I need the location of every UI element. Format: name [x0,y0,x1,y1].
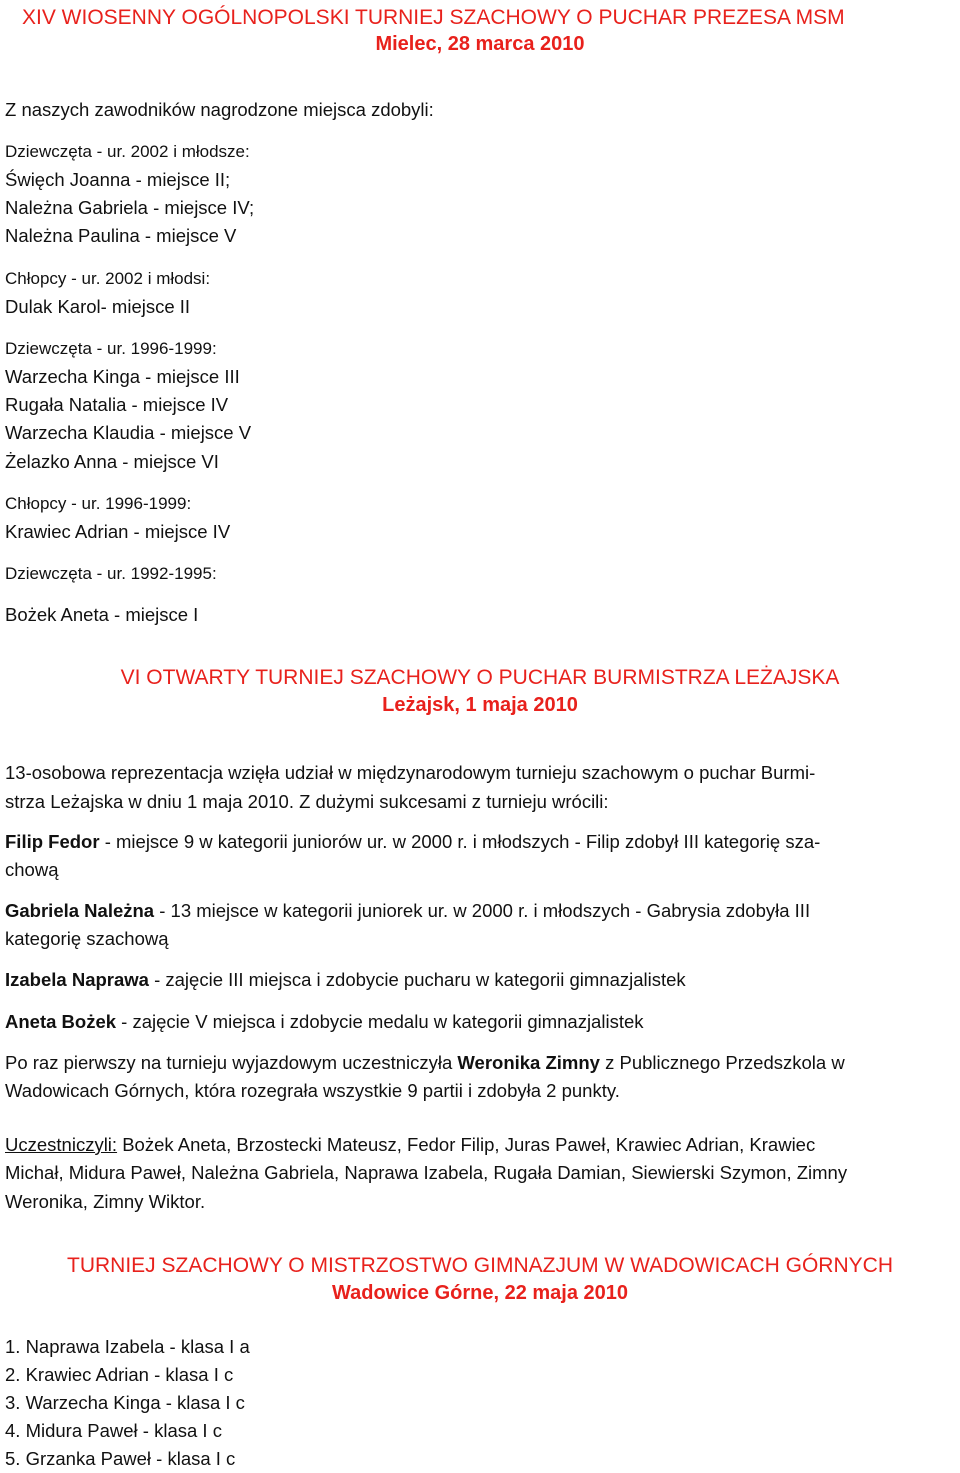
result-name: Aneta Bożek [5,1011,117,1032]
group-item: Bożek Aneta - miejsce I [5,604,199,625]
first-time-line1 [5,1049,845,1077]
result-name: Gabriela Należna [5,900,155,921]
section2-intro-line1: 13-osobowa reprezentacja wzięła udział w międzynarodowym turnieju szachowym o puchar Burmi- [5,762,816,783]
group-item: Krawiec Adrian - miejsce IV [5,521,231,542]
group-heading: Dziewczęta - ur. 2002 i młodsze: [5,142,250,161]
ranking-item: 2. Krawiec Adrian - klasa I c [5,1364,234,1385]
section2-intro-line2: strza Leżajska w dniu 1 maja 2010. Z dużymi sukcesami z turnieju wrócili: [5,791,609,812]
group-item: Święch Joanna - miejsce II; [5,169,231,190]
section1-title: XIV WIOSENNY OGÓLNOPOLSKI TURNIEJ SZACHOWY O PUCHAR PREZESA MSM [22,6,845,29]
group-item: Należna Paulina - miejsce V [5,225,237,246]
participants-line1 [5,1131,815,1159]
result-item [5,897,810,925]
section2-title: VI OTWARTY TURNIEJ SZACHOWY O PUCHAR BURMISTRZA LEŻAJSKA [120,666,840,689]
result-item [5,966,686,994]
group-heading: Chłopcy - ur. 1996-1999: [5,494,192,513]
participants-label: Uczestniczyli: [5,1134,118,1155]
result-name: Filip Fedor [5,831,100,852]
ranking-item: 1. Naprawa Izabela - klasa I a [5,1336,250,1357]
result-name: Izabela Naprawa [5,969,149,990]
participants-text: Bożek Aneta, Brzostecki Mateusz, Fedor Filip, Juras Paweł, Krawiec Adrian, Krawiec [117,1134,816,1155]
ranking-item: 3. Warzecha Kinga - klasa I c [5,1392,245,1413]
group-item: Warzecha Kinga - miejsce III [5,366,240,387]
group-item: Żelazko Anna - miejsce VI [5,451,219,472]
group-heading: Dziewczęta - ur. 1996-1999: [5,339,217,358]
group-item: Warzecha Klaudia - miejsce V [5,422,252,443]
result-continuation: chową [5,859,59,880]
participants-line3: Weronika, Zimny Wiktor. [5,1191,206,1212]
first-time-line2: Wadowicach Górnych, która rozegrała wszystkie 9 partii i zdobyła 2 punkty. [5,1080,620,1101]
first-time-text: Po raz pierwszy na turnieju wyjazdowym uczestniczyła [5,1052,458,1073]
section3-title: TURNIEJ SZACHOWY O MISTRZOSTWO GIMNAZJUM W WADOWICACH GÓRNYCH [67,1254,893,1277]
section1-subtitle: Mielec, 28 marca 2010 [375,33,585,55]
result-item [5,828,820,856]
section3-subtitle: Wadowice Górne, 22 maja 2010 [331,1282,629,1304]
group-heading: Chłopcy - ur. 2002 i młodsi: [5,269,211,288]
section1-intro: Z naszych zawodników nagrodzone miejsca zdobyli: [5,99,434,120]
first-time-name: Weronika Zimny [457,1052,600,1073]
section2-subtitle: Leżajsk, 1 maja 2010 [382,694,578,716]
result-text: - 13 miejsce w kategorii juniorek ur. w 2000 r. i młodszych - Gabrysia zdobyła III [154,900,811,921]
group-item: Dulak Karol- miejsce II [5,296,191,317]
participants-line2: Michał, Midura Paweł, Należna Gabriela, Naprawa Izabela, Rugała Damian, Siewierski Szymon, Zimny [5,1162,848,1183]
ranking-item: 4. Midura Paweł - klasa I c [5,1420,222,1441]
result-text: - zajęcie III miejsca i zdobycie pucharu w kategorii gimnazjalistek [148,969,686,990]
result-text: - zajęcie V miejsca i zdobycie medalu w kategorii gimnazjalistek [116,1011,644,1032]
group-item: Należna Gabriela - miejsce IV; [5,197,255,218]
result-continuation: kategorię szachową [5,928,169,949]
group-heading: Dziewczęta - ur. 1992-1995: [5,564,217,583]
result-item [5,1008,644,1036]
group-item: Rugała Natalia - miejsce IV [5,394,229,415]
ranking-item: 5. Grzanka Paweł - klasa I c [5,1448,236,1469]
first-time-text: z Publicznego Przedszkola w [599,1052,845,1073]
result-text: - miejsce 9 w kategorii juniorów ur. w 2000 r. i młodszych - Filip zdobył III kategorię sza- [99,831,821,852]
